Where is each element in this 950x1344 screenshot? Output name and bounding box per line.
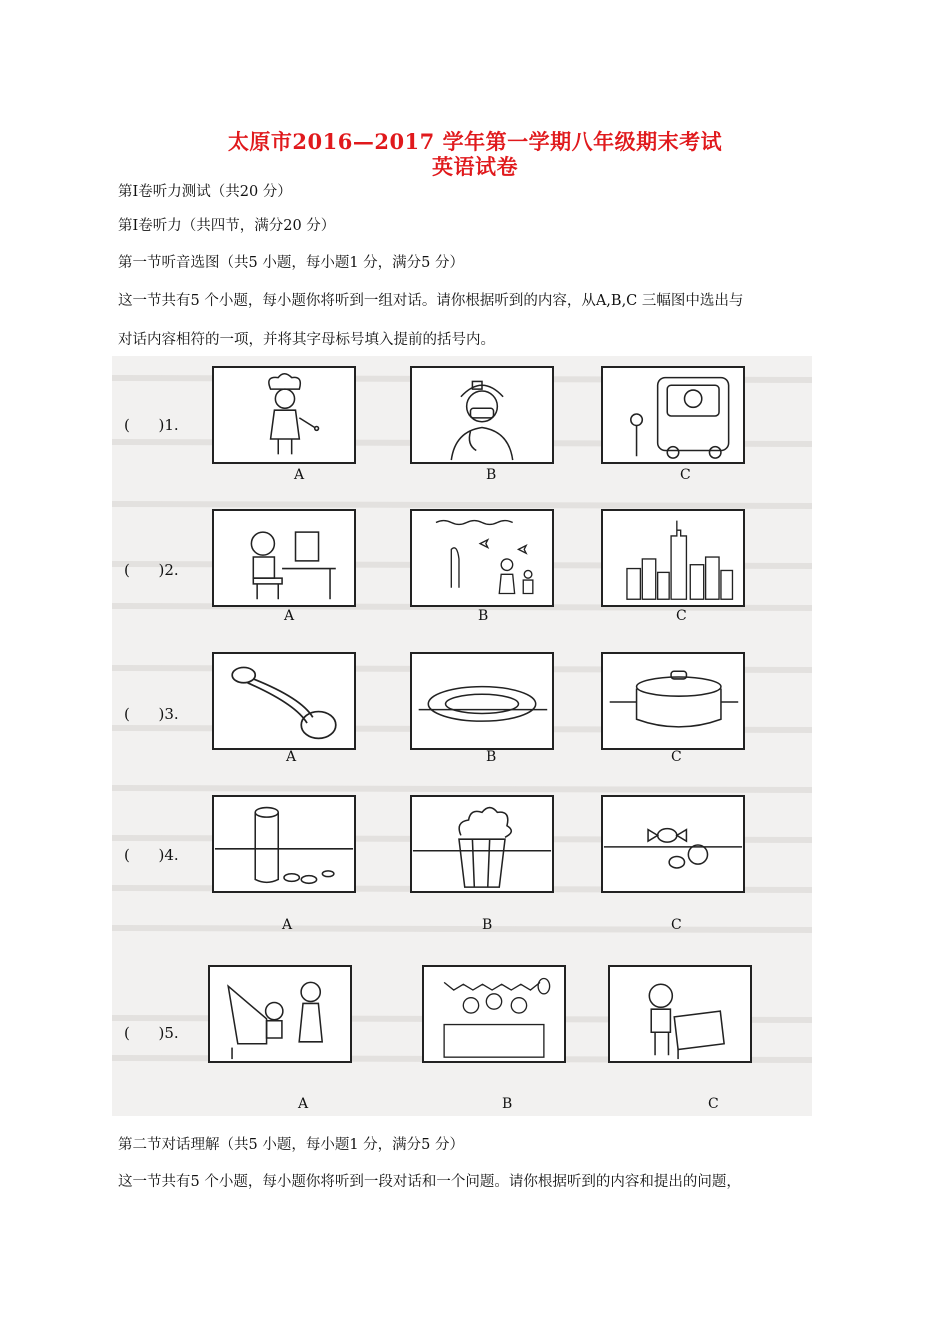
q1-option-c-picture[interactable] bbox=[601, 366, 745, 464]
q4-option-a-letter: A bbox=[282, 917, 293, 933]
city-skyline-icon bbox=[603, 511, 743, 605]
q3-option-c-picture[interactable] bbox=[601, 652, 745, 750]
q5-option-b-picture[interactable] bbox=[422, 965, 566, 1063]
part1-heading: 第Ⅰ卷听力测试（共20 分） bbox=[118, 184, 292, 200]
candies-icon bbox=[603, 797, 743, 891]
question-4-label: ( )4. bbox=[124, 846, 179, 864]
q5-option-a-picture[interactable] bbox=[208, 965, 352, 1063]
q2-option-a-picture[interactable] bbox=[212, 509, 356, 607]
q1-option-a-picture[interactable] bbox=[212, 366, 356, 464]
section1-heading: 第一节听音选图（共5 小题，每小题1 分，满分5 分） bbox=[118, 255, 465, 271]
part1-subheading: 第Ⅰ卷听力（共四节，满分20 分） bbox=[118, 218, 336, 234]
q4-option-c-picture[interactable] bbox=[601, 795, 745, 893]
exam-subtitle: 英语试卷 bbox=[432, 154, 518, 179]
q1-option-c-letter: C bbox=[680, 467, 691, 483]
q4-option-b-picture[interactable] bbox=[410, 795, 554, 893]
q3-option-b-letter: B bbox=[486, 749, 497, 765]
question-5-label: ( )5. bbox=[124, 1024, 179, 1042]
doctor-icon bbox=[412, 368, 552, 462]
piano-lesson-icon bbox=[210, 967, 350, 1061]
q3-option-a-letter: A bbox=[286, 749, 297, 765]
question-2-label: ( )2. bbox=[124, 561, 179, 579]
question-3-label: ( )3. bbox=[124, 705, 179, 723]
q2-option-c-letter: C bbox=[676, 608, 687, 624]
ladle-icon bbox=[214, 654, 354, 748]
q1-option-a-letter: A bbox=[294, 467, 305, 483]
q2-option-c-picture[interactable] bbox=[601, 509, 745, 607]
q4-option-a-picture[interactable] bbox=[212, 795, 356, 893]
girl-at-computer-icon bbox=[214, 511, 354, 605]
chef-girl-icon bbox=[214, 368, 354, 462]
plate-icon bbox=[412, 654, 552, 748]
q5-option-c-picture[interactable] bbox=[608, 965, 752, 1063]
q5-option-c-letter: C bbox=[708, 1096, 719, 1112]
q2-option-b-letter: B bbox=[478, 608, 489, 624]
party-icon bbox=[424, 967, 564, 1061]
q3-option-c-letter: C bbox=[671, 749, 682, 765]
q5-option-a-letter: A bbox=[298, 1096, 309, 1112]
section1-instruction-2: 对话内容相符的一项，并将其字母标号填入提前的括号内。 bbox=[118, 332, 495, 348]
q3-option-b-picture[interactable] bbox=[410, 652, 554, 750]
aquarium-icon bbox=[412, 511, 552, 605]
section1-instruction-1: 这一节共有5 个小题，每小题你将听到一组对话。请你根据听到的内容，从A,B,C 三幅图中选出与 bbox=[118, 293, 744, 309]
q4-option-c-letter: C bbox=[671, 917, 682, 933]
q5-option-b-letter: B bbox=[502, 1096, 513, 1112]
q1-option-b-letter: B bbox=[486, 467, 497, 483]
section2-instruction-1: 这一节共有5 个小题，每小题你将听到一段对话和一个问题。请你根据听到的内容和提出的问题， bbox=[118, 1174, 741, 1190]
q3-option-a-picture[interactable] bbox=[212, 652, 356, 750]
pot-icon bbox=[603, 654, 743, 748]
bus-driver-icon bbox=[603, 368, 743, 462]
q4-option-b-letter: B bbox=[482, 917, 493, 933]
girl-writing-icon bbox=[610, 967, 750, 1061]
q2-option-a-letter: A bbox=[284, 608, 295, 624]
q1-option-b-picture[interactable] bbox=[410, 366, 554, 464]
chips-can-icon bbox=[214, 797, 354, 891]
exam-title: 太原市2016—2017 学年第一学期八年级期末考试 bbox=[227, 129, 723, 154]
question-1-label: ( )1. bbox=[124, 416, 179, 434]
section2-heading: 第二节对话理解（共5 小题，每小题1 分，满分5 分） bbox=[118, 1137, 465, 1153]
popcorn-icon bbox=[412, 797, 552, 891]
q2-option-b-picture[interactable] bbox=[410, 509, 554, 607]
